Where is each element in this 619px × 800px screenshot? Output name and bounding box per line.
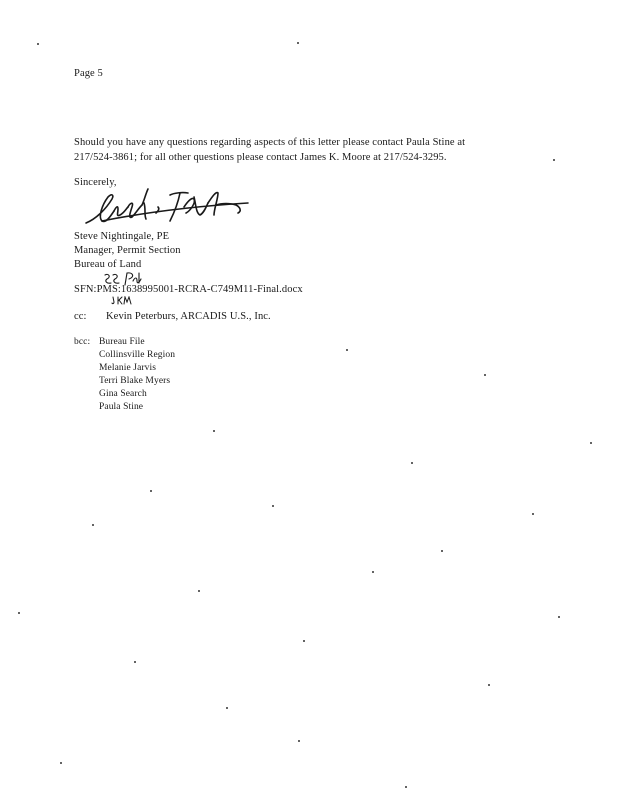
scan-speck [37, 43, 39, 45]
scan-speck [484, 374, 486, 376]
body-line-2: 217/524-3861; for all other questions please contact James K. Moore at 217/524-3295. [74, 152, 447, 163]
scan-speck [441, 550, 443, 552]
cc-recipient: Kevin Peterburs, ARCADIS U.S., Inc. [106, 311, 271, 322]
scan-speck [411, 462, 413, 464]
scan-speck [303, 640, 305, 642]
scan-speck [60, 762, 62, 764]
closing-salutation: Sincerely, [74, 177, 117, 188]
scan-speck [18, 612, 20, 614]
scan-speck [532, 513, 534, 515]
scan-speck [150, 490, 152, 492]
bcc-recipient: Paula Stine [99, 402, 144, 412]
bcc-recipient: Gina Search [99, 389, 147, 399]
bcc-label: bcc: [74, 337, 91, 347]
scan-speck [372, 571, 374, 573]
scan-speck [558, 616, 560, 618]
scan-speck [226, 707, 228, 709]
signer-name: Steve Nightingale, PE [74, 231, 170, 242]
bcc-recipient: Collinsville Region [99, 350, 176, 360]
scan-speck [405, 786, 407, 788]
scan-speck [297, 42, 299, 44]
page-number: Page 5 [74, 68, 103, 79]
bcc-recipient: Bureau File [99, 337, 145, 347]
scan-speck [590, 442, 592, 444]
body-line-1: Should you have any questions regarding aspects of this letter please contact Paula Stine at [74, 137, 466, 148]
file-reference: SFN:PMS:1638995001-RCRA-C749M11-Final.docx [74, 284, 303, 295]
scan-speck [298, 740, 300, 742]
scan-speck [272, 505, 274, 507]
scan-speck [92, 524, 94, 526]
scan-speck [134, 661, 136, 663]
cc-label: cc: [74, 311, 87, 322]
scan-speck [198, 590, 200, 592]
signer-title: Manager, Permit Section [74, 245, 181, 256]
scan-speck [346, 349, 348, 351]
scan-speck [488, 684, 490, 686]
bcc-recipient: Melanie Jarvis [99, 363, 157, 373]
scan-speck [213, 430, 215, 432]
handwritten-initials-bottom [111, 296, 133, 305]
handwritten-signature [72, 183, 250, 233]
bcc-recipient: Terri Blake Myers [99, 376, 171, 386]
scan-speck [553, 159, 555, 161]
signer-bureau: Bureau of Land [74, 259, 142, 270]
